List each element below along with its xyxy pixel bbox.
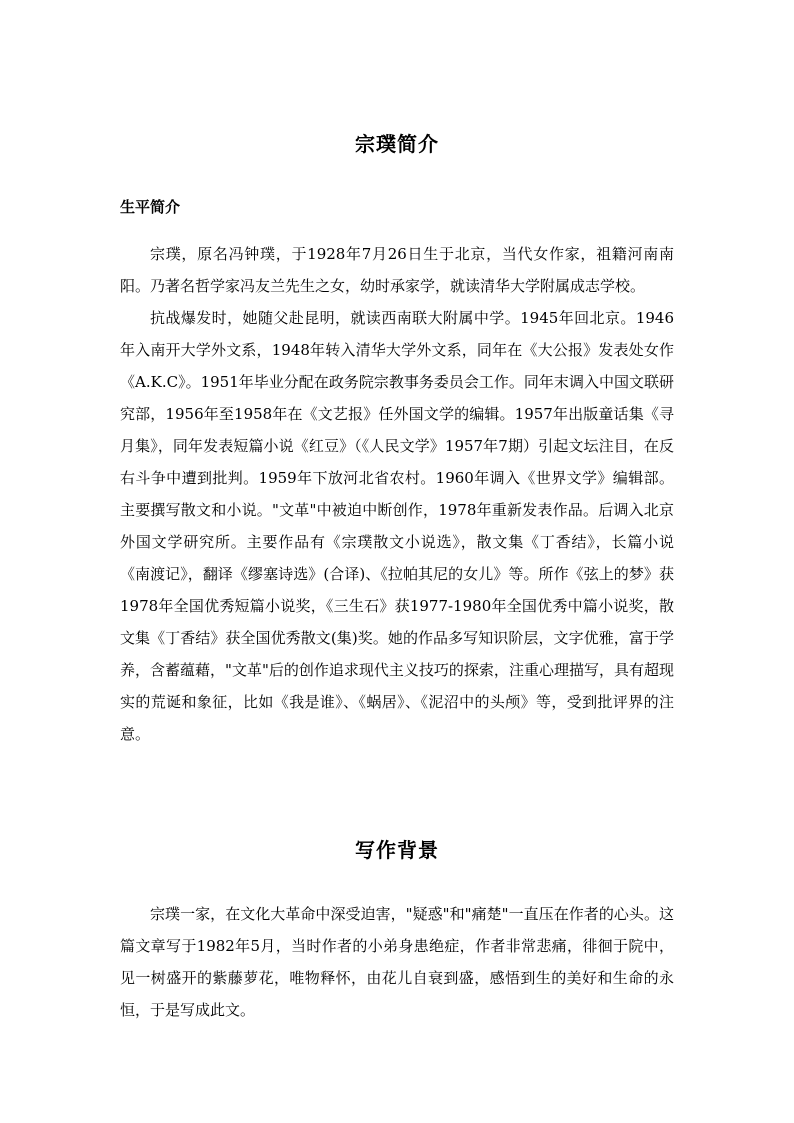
paragraph-2: 抗战爆发时，她随父赴昆明，就读西南联大附属中学。1945年回北京。1946年入南开大学外文系，1948年转入清华大学外文系，同年在《大公报》发表处女作《A.K.C》。1951年毕业分配在政务院宗教事务委员会工作。同年末调入中国文联研究部，1956年至1958年在《文艺报》任外国文学的编辑。1957年出版童话集《寻月集》，同年发表短篇小说《红豆》（《人民文学》1957年7期）引起文坛注目，在反右斗争中遭到批判。1959年下放河北省农村。1960年调入《世界文学》编辑部。主要撰写散文和小说。"文革"中被迫中断创作，1978年重新发表作品。后调入北京外国文学研究所。主要作品有《宗璞散文小说选》，散文集《丁香结》，长篇小说《南渡记》，翻译《缪塞诗选》(合译)、《拉帕其尼的女儿》等。所作《弦上的梦》获1978年全国优秀短篇小说奖，《三生石》获1977-1980年全国优秀中篇小说奖，散文集《丁香结》获全国优秀散文(集)奖。她的作品多写知识阶层，文字优雅，富于学养，含蓄蕴藉，"文革"后的创作追求现代主义技巧的探索，注重心理描写，具有超现实的荒诞和象征，比如《我是谁》、《蜗居》、《泥沼中的头颅》等，受到批评界的注意。 <box>120 309 674 743</box>
page-title: 宗璞简介 <box>355 132 439 156</box>
section-heading: 生平简介 <box>120 198 181 216</box>
section-2-title: 写作背景 <box>355 838 439 862</box>
paragraph-1: 宗璞，原名冯钟璞，于1928年7月26日生于北京，当代女作家，祖籍河南南阳。乃著名哲学家冯友兰先生之女，幼时承家学，就读清华大学附属成志学校。 <box>120 245 674 295</box>
section-2-paragraph: 宗璞一家，在文化大革命中深受迫害，"疑惑"和"痛楚"一直压在作者的心头。这篇文章写于1982年5月，当时作者的小弟身患绝症，作者非常悲痛，徘徊于院中，见一树盛开的紫藤萝花，唯物释怀，由花儿自衰到盛，感悟到生的美好和生命的永恒，于是写成此文。 <box>120 905 674 1019</box>
